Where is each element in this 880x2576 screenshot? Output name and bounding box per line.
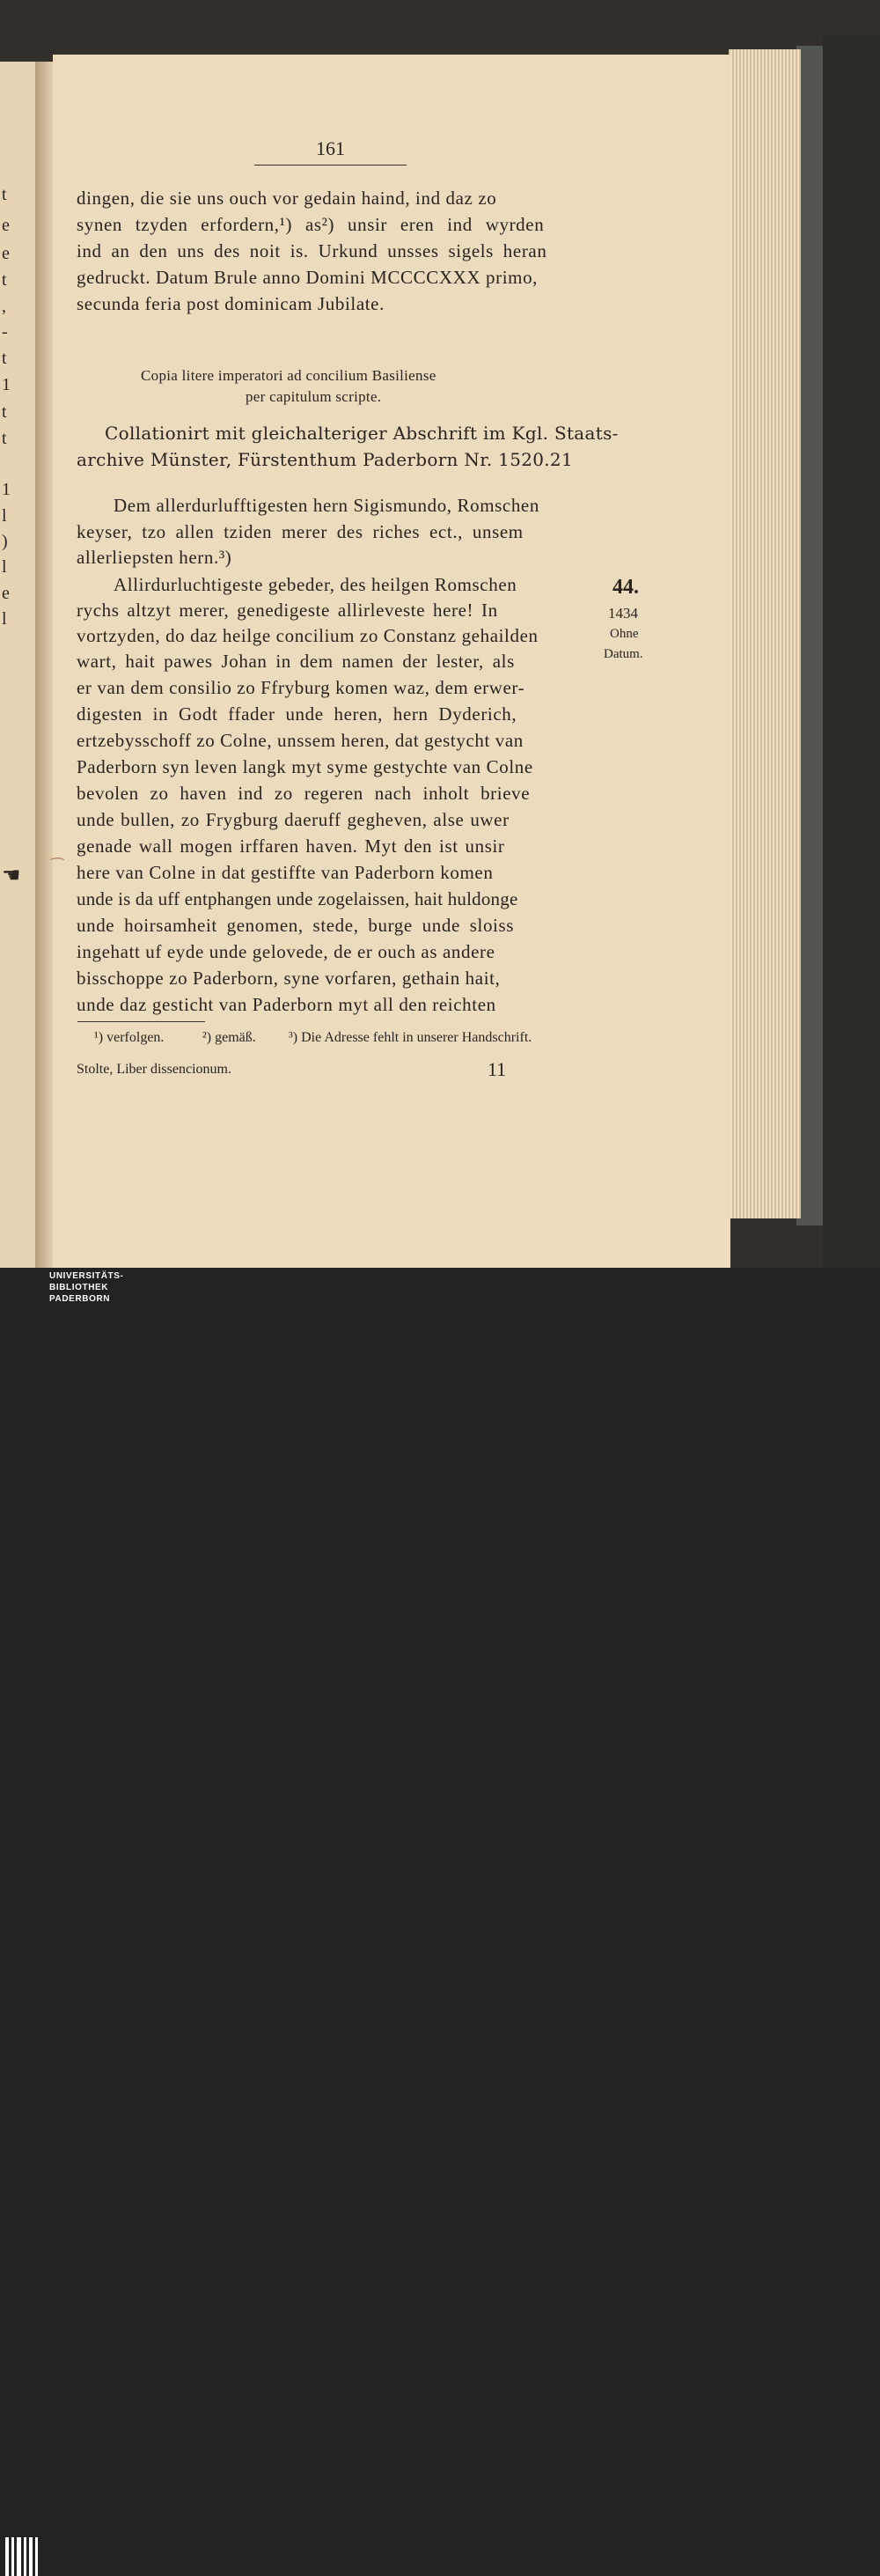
library-logo-icon xyxy=(5,2537,46,2576)
text-line: secunda feria post dominicam Jubilate. xyxy=(77,293,385,314)
pencil-mark: ⁀ xyxy=(51,858,64,876)
collation-note: Collationirt mit gleichalteriger Abschrift im Kgl. Staats- xyxy=(105,423,619,444)
text-line: unde hoirsamheit genomen, stede, burge unde sloiss xyxy=(77,915,515,936)
left-page-fragment: 1 xyxy=(2,480,11,499)
text-line: rychs altzyt merer, genedigeste allirleveste here! In xyxy=(77,600,498,621)
document-heading: Copia litere imperatori ad concilium Basiliense xyxy=(141,367,436,384)
text-line: wart, hait pawes Johan in dem namen der lester, als xyxy=(77,651,515,672)
text-line: unde is da uff entphangen unde zogelaissen, hait huldonge xyxy=(77,888,518,909)
text-line: ertzebysschoff zo Colne, unssem heren, dat gestycht van xyxy=(77,730,524,751)
footnote: ¹) verfolgen. xyxy=(94,1030,165,1045)
address-line: Dem allerdurlufftigesten hern Sigismundo, Romschen xyxy=(114,495,539,516)
text-line: genade wall mogen irffaren haven. Myt den ist unsir xyxy=(77,835,505,857)
text-line: digesten in Godt ffader unde heren, hern Dyderich, xyxy=(77,703,517,725)
address-line: keyser, tzo allen tziden merer des riches ect., unsem xyxy=(77,521,524,542)
page-number: 161 xyxy=(316,137,345,159)
text-line: gedruckt. Datum Brule anno Domini MCCCCXXX primo, xyxy=(77,267,539,288)
text-line: ind an den uns des noit is. Urkund unsses sigels heran xyxy=(77,240,547,261)
text-line: bisschoppe zo Paderborn, syne vorfaren, gethain hait, xyxy=(77,968,501,989)
margin-note: Datum. xyxy=(604,647,643,661)
text-line: ingehatt uf eyde unde gelovede, de er ouch as andere xyxy=(77,941,495,962)
scanned-book-spread xyxy=(0,0,880,1268)
text-line: synen tzyden erfordern,¹) as²) unsir eren ind wyrden xyxy=(77,214,545,235)
page-block-edge xyxy=(729,49,801,1218)
left-page-fragment: t xyxy=(2,402,7,422)
left-page-fragment: t xyxy=(2,429,7,448)
text-line: unde daz gesticht van Paderborn myt all den reichten xyxy=(77,994,496,1015)
library-logo-text: UNIVERSITÄTS- xyxy=(49,1271,124,1281)
signature-line: Stolte, Liber dissencionum. xyxy=(77,1062,231,1077)
left-page-fragment: e xyxy=(2,216,10,235)
margin-year: 1434 xyxy=(608,605,638,622)
library-logo-text: PADERBORN xyxy=(49,1294,111,1304)
left-page-fragment: e xyxy=(2,584,10,603)
margin-document-number: 44. xyxy=(612,576,639,599)
left-page-fragment: , xyxy=(2,297,6,316)
left-page-fragment: ) xyxy=(2,532,8,551)
left-page-fragment: e xyxy=(2,244,10,263)
footnote-rule xyxy=(77,1021,205,1022)
collation-note: archive Münster, Fürstenthum Paderborn Nr. 1520.21 xyxy=(77,449,573,470)
text-line: bevolen zo haven ind zo regeren nach inholt brieve xyxy=(77,783,531,804)
left-page-fragment: 1 xyxy=(2,375,11,394)
left-page-remnant xyxy=(0,62,37,1268)
text-line: Paderborn syn leven langk myt syme gestychte van Colne xyxy=(77,756,533,777)
text-line: Allirdurluchtigeste gebeder, des heilgen Romschen xyxy=(114,574,517,595)
library-logo-text: BIBLIOTHEK xyxy=(49,1283,109,1292)
text-line: dingen, die sie uns ouch vor gedain haind, ind daz zo xyxy=(77,188,497,209)
header-rule xyxy=(254,165,407,166)
left-page-fragment: t xyxy=(2,185,7,204)
text-line: here van Colne in dat gestiffte van Paderborn komen xyxy=(77,862,494,883)
left-page-fragment: l xyxy=(2,557,7,577)
left-page-fragment: t xyxy=(2,270,7,290)
text-line: unde bullen, zo Frygburg daeruff gegheven, alse uwer xyxy=(77,809,510,830)
left-page-fragment: t xyxy=(2,349,7,368)
margin-note: Ohne xyxy=(610,627,639,641)
left-page-fragment: l xyxy=(2,609,7,629)
left-page-fragment: l xyxy=(2,506,7,526)
text-line: er van dem consilio zo Ffryburg komen waz, dem erwer- xyxy=(77,677,525,698)
page-gutter xyxy=(35,62,55,1268)
footnote: ³) Die Adresse fehlt in unserer Handschrift. xyxy=(289,1030,532,1045)
manicule-mark: ☚ xyxy=(2,865,21,887)
document-heading: per capitulum scripte. xyxy=(246,388,382,405)
library-footer xyxy=(0,1268,880,1311)
text-line: vortzyden, do daz heilge concilium zo Constanz gehailden xyxy=(77,625,539,646)
signature-number: 11 xyxy=(488,1058,507,1080)
footnote: ²) gemäß. xyxy=(202,1030,256,1045)
left-page-fragment: - xyxy=(2,322,8,342)
address-line: allerliepsten hern.³) xyxy=(77,547,232,568)
book-cover-right xyxy=(823,35,880,1268)
